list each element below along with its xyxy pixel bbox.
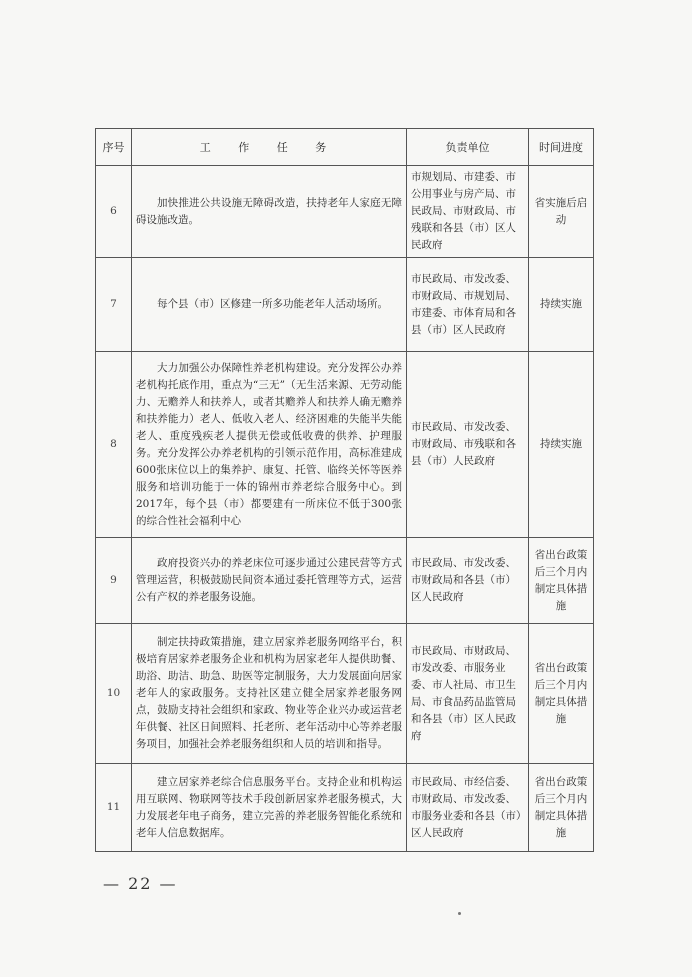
row-unit: 市民政局、市发改委、市财政局、市规划局、市建委、市体育局和各县（市）区人民政府 (407, 258, 529, 352)
row-task: 每个县（市）区修建一所多功能老年人活动场所。 (132, 258, 407, 352)
table-row (96, 258, 594, 352)
row-unit: 市民政局、市财政局、市发改委、市服务业委、市人社局、市卫生局、市食品药品监管局和各县（市）区人民政府 (407, 624, 529, 764)
row-time: 省出台政策后三个月内制定具体措施 (529, 624, 594, 764)
row-number: 10 (96, 624, 132, 764)
row-task: 大力加强公办保障性养老机构建设。充分发挥公办养老机构托底作用，重点为“三无”（无生活来源、无劳动能力、无赡养人和扶养人，或者其赡养人和扶养人确无赡养和扶养能力）老人、低收入老人、经济困难的失能半失能老人、重度残疾老人提供无偿或低收费的供养、护理服务。充分发挥公办养老机构的引领示范作用，高标准建成600张床位以上的集养护、康复、托管、临终关怀等医养服务和培训功能于一体的锦州市养老综合服务中心。到2017年，每个县（市）都要建有一所床位不低于300张的综合性社会福利中心 (132, 352, 407, 538)
row-task: 制定扶持政策措施，建立居家养老服务网络平台，积极培育居家养老服务企业和机构为居家老年人提供助餐、助浴、助洁、助急、助医等定制服务，大力发展面向居家老年人的家政服务。支持社区建立健全居家养老服务网点，鼓励支持社会组织和家政、物业等企业兴办或运营老年供餐、社区日间照料、托老所、老年活动中心等养老服务项目，加强社会养老服务组织和人员的培训和指导。 (132, 624, 407, 764)
row-number: 6 (96, 166, 132, 258)
header-task: 工 作 任 务 (132, 129, 407, 166)
row-time: 省出台政策后三个月内制定具体措施 (529, 764, 594, 852)
row-unit: 市规划局、市建委、市公用事业与房产局、市民政局、市财政局、市残联和各县（市）区人民政府 (407, 166, 529, 258)
row-number: 9 (96, 538, 132, 624)
table-row (96, 538, 594, 624)
row-number: 11 (96, 764, 132, 852)
table-row (96, 166, 594, 258)
task-table (95, 128, 594, 852)
row-number: 8 (96, 352, 132, 538)
row-time: 持续实施 (529, 258, 594, 352)
page-number: — 22 — (103, 874, 178, 893)
row-number: 7 (96, 258, 132, 352)
row-time: 省出台政策后三个月内制定具体措施 (529, 538, 594, 624)
row-unit: 市民政局、市经信委、市财政局、市发改委、市服务业委和各县（市）区人民政府 (407, 764, 529, 852)
header-time: 时间进度 (529, 129, 594, 166)
row-unit: 市民政局、市发改委、市财政局和各县（市）区人民政府 (407, 538, 529, 624)
row-time: 省实施后启动 (529, 166, 594, 258)
row-task: 政府投资兴办的养老床位可逐步通过公建民营等方式管理运营，积极鼓励民间资本通过委托管理等方式，运营公有产权的养老服务设施。 (132, 538, 407, 624)
header-no: 序号 (96, 129, 132, 166)
scan-speck (458, 912, 461, 915)
table-header-row (96, 129, 594, 166)
row-unit: 市民政局、市发改委、市财政局、市残联和各县（市）人民政府 (407, 352, 529, 538)
header-unit: 负责单位 (407, 129, 529, 166)
row-time: 持续实施 (529, 352, 594, 538)
table-row (96, 624, 594, 764)
table-row (96, 764, 594, 852)
row-task: 加快推进公共设施无障碍改造，扶持老年人家庭无障碍设施改造。 (132, 166, 407, 258)
row-task: 建立居家养老综合信息服务平台。支持企业和机构运用互联网、物联网等技术手段创新居家养老服务模式，大力发展老年电子商务，建立完善的养老服务智能化系统和老年人信息数据库。 (132, 764, 407, 852)
table-row (96, 352, 594, 538)
